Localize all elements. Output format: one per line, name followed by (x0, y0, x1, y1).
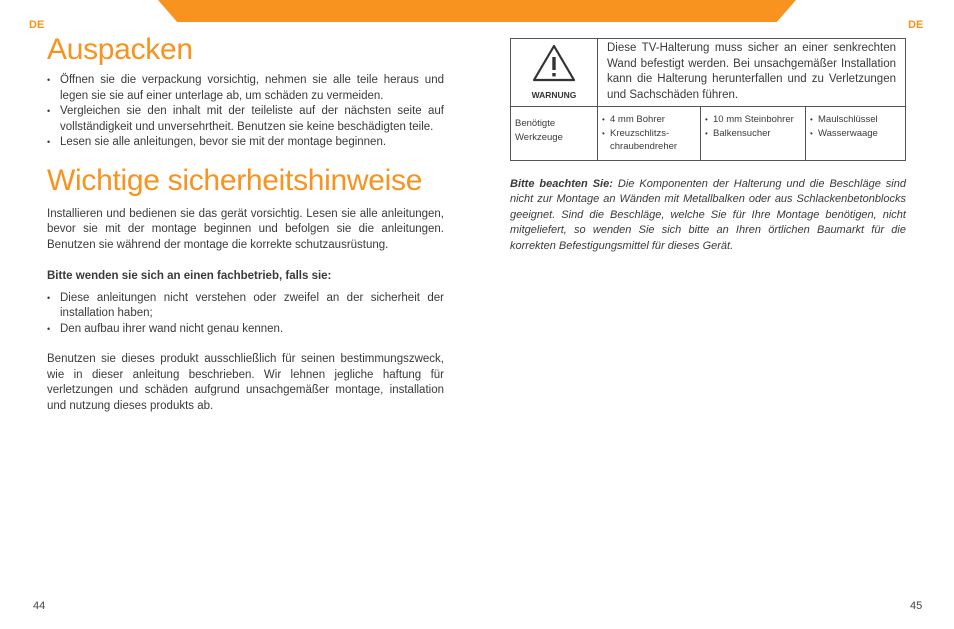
tool-item: • 10 mm Steinbohrer (705, 113, 801, 127)
page-number-left: 44 (33, 600, 46, 612)
tools-label: Benötigte Werkzeuge (515, 118, 563, 143)
tool-item: • Kreuzschlitzs- chraubendreher (602, 127, 696, 154)
language-label-right: DE (908, 19, 924, 31)
unpack-title: Auspacken (47, 33, 193, 66)
unpack-item: • Vergleichen sie den inhalt mit der teileliste auf der nächsten seite auf vollständigkeit und unversehrtheit. Benutzen sie keine beschädigten teile. (47, 104, 444, 135)
header-accent-bar (158, 0, 796, 22)
language-label-left: DE (29, 19, 45, 31)
warning-icon (531, 43, 577, 83)
right-page-content (510, 38, 906, 254)
consult-heading: Bitte wenden sie sich an einen fachbetrieb, falls sie: (47, 270, 332, 282)
page-number-right: 45 (910, 600, 923, 612)
consult-item: • Den aufbau ihrer wand nicht genau kennen. (47, 322, 444, 338)
tool-item: • 4 mm Bohrer (602, 113, 696, 127)
unpack-item: • Öffnen sie die verpackung vorsichtig, nehmen sie alle teile heraus und legen sie sie auf einer unterlage ab, um schäden zu vermeiden. (47, 73, 444, 104)
warning-label: WARNUNG (531, 90, 577, 100)
tool-item: • Wasserwaage (810, 127, 901, 141)
warning-box (510, 38, 906, 107)
consult-item: • Diese anleitungen nicht verstehen oder zweifel an der sicherheit der installation haben; (47, 291, 444, 322)
left-page-content (47, 32, 444, 414)
unpack-item: • Lesen sie alle anleitungen, bevor sie mit der montage beginnen. (47, 135, 444, 151)
note-lead: Bitte beachten Sie: (510, 177, 613, 190)
warning-icon-cell (511, 39, 598, 107)
warning-text: Diese TV-Halterung muss sicher an einer senkrechten Wand befestigt werden. Bei unsachgemäßer Installation kann die Halterung herunterfallen und zu Verletzungen und Sachschäden führen. (598, 39, 906, 107)
tools-column-2 (701, 107, 806, 160)
safety-title: Wichtige sicherheitshinweise (47, 163, 423, 197)
safety-intro: Installieren und bedienen sie das gerät vorsichtig. Lesen sie alle anleitungen, bevor sie mit der montage beginnen und befolgen sie die anleitungen. Benutzen sie während der montage die korrekte schutzausrüstung. (47, 207, 444, 251)
tools-column-3 (806, 107, 906, 160)
tool-item: • Maulschlüssel (810, 113, 901, 127)
hardware-note (510, 177, 906, 255)
consult-list (47, 291, 444, 338)
note-text: Die Komponenten der Halterung und die Beschläge sind nicht zur Montage an Wänden mit Metallbalken oder aus Schlackenbetonblocks geeignet. Sind die Beschläge, welche Sie für Ihre Montage benötigen, nicht mitgeliefert, so wenden Sie sich bitte an Ihren örtlichen Baumarkt für die korrekten Befestigungsmittel für dieses Gerät. (510, 177, 906, 252)
usage-text: Benutzen sie dieses produkt ausschließlich für seinen bestimmungszweck, wie in dieser anleitung beschrieben. Wir lehnen jegliche haftung für verletzungen und schäden aufgrund unsachgemäßer montage, installation und nutzung dieses produkts ab. (47, 353, 444, 412)
tool-item: • Balkensucher (705, 127, 801, 141)
unpack-list (47, 73, 444, 151)
tools-table (510, 107, 906, 161)
tools-column-1 (598, 107, 701, 160)
